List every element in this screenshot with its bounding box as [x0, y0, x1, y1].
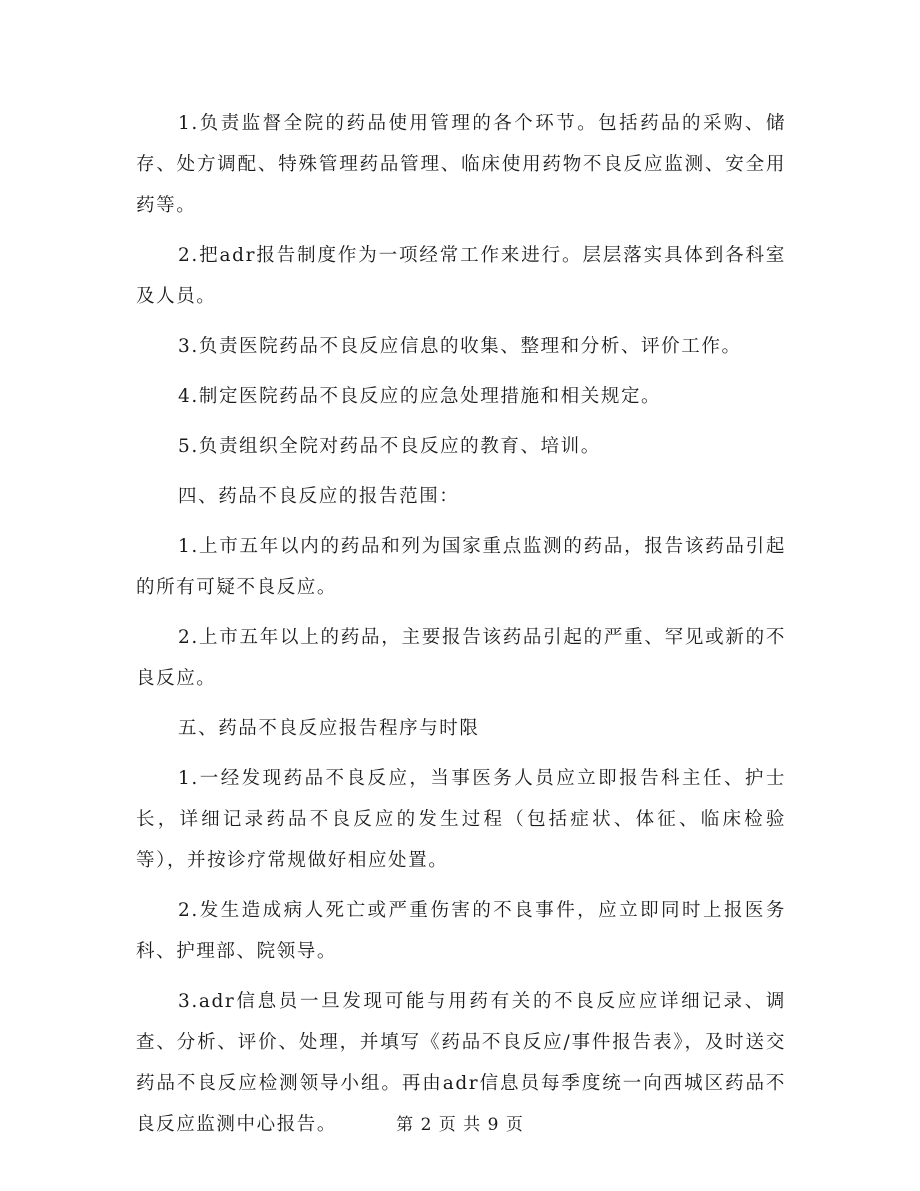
- paragraph: 1.负责监督全院的药品使用管理的各个环节。包括药品的采购、储存、处方调配、特殊管理药品管理、临床使用药物不良反应监测、安全用药等。: [136, 113, 786, 216]
- paragraph: 1.一经发现药品不良反应，当事医务人员应立即报告科主任、护士长，详细记录药品不良反应的发生过程（包括症状、体征、临床检验等），并按诊疗常规做好相应处置。: [136, 768, 786, 871]
- paragraph: 2.上市五年以上的药品，主要报告该药品引起的严重、罕见或新的不良反应。: [136, 627, 786, 689]
- paragraph: 2.发生造成病人死亡或严重伤害的不良事件，应立即同时上报医务科、护理部、院领导。: [136, 900, 786, 962]
- paragraph: 2.把adr报告制度作为一项经常工作来进行。层层落实具体到各科室及人员。: [136, 245, 786, 307]
- paragraph: 1.上市五年以内的药品和列为国家重点监测的药品，报告该药品引起的所有可疑不良反应。: [136, 536, 786, 598]
- document-body: [136, 103, 786, 1154]
- paragraph: 3.负责医院药品不良反应信息的收集、整理和分析、评价工作。: [178, 336, 742, 357]
- section-heading: 四、药品不良反应的报告范围：: [178, 486, 460, 507]
- section-heading: 五、药品不良反应报告程序与时限: [178, 718, 480, 739]
- paragraph: 4.制定医院药品不良反应的应急处理措施和相关规定。: [178, 386, 662, 407]
- paragraph: 5.负责组织全院对药品不良反应的教育、培训。: [178, 436, 601, 457]
- page-number-footer: 第 2 页 共 9 页: [396, 1115, 524, 1135]
- paragraph: 3.adr信息员一旦发现可能与用药有关的不良反应应详细记录、调查、分析、评价、处理，并填写《药品不良反应/事件报告表》，及时送交药品不良反应检测领导小组。再由adr信息员每季度统一向西城区药品不良反应监测中心报告。: [136, 991, 786, 1135]
